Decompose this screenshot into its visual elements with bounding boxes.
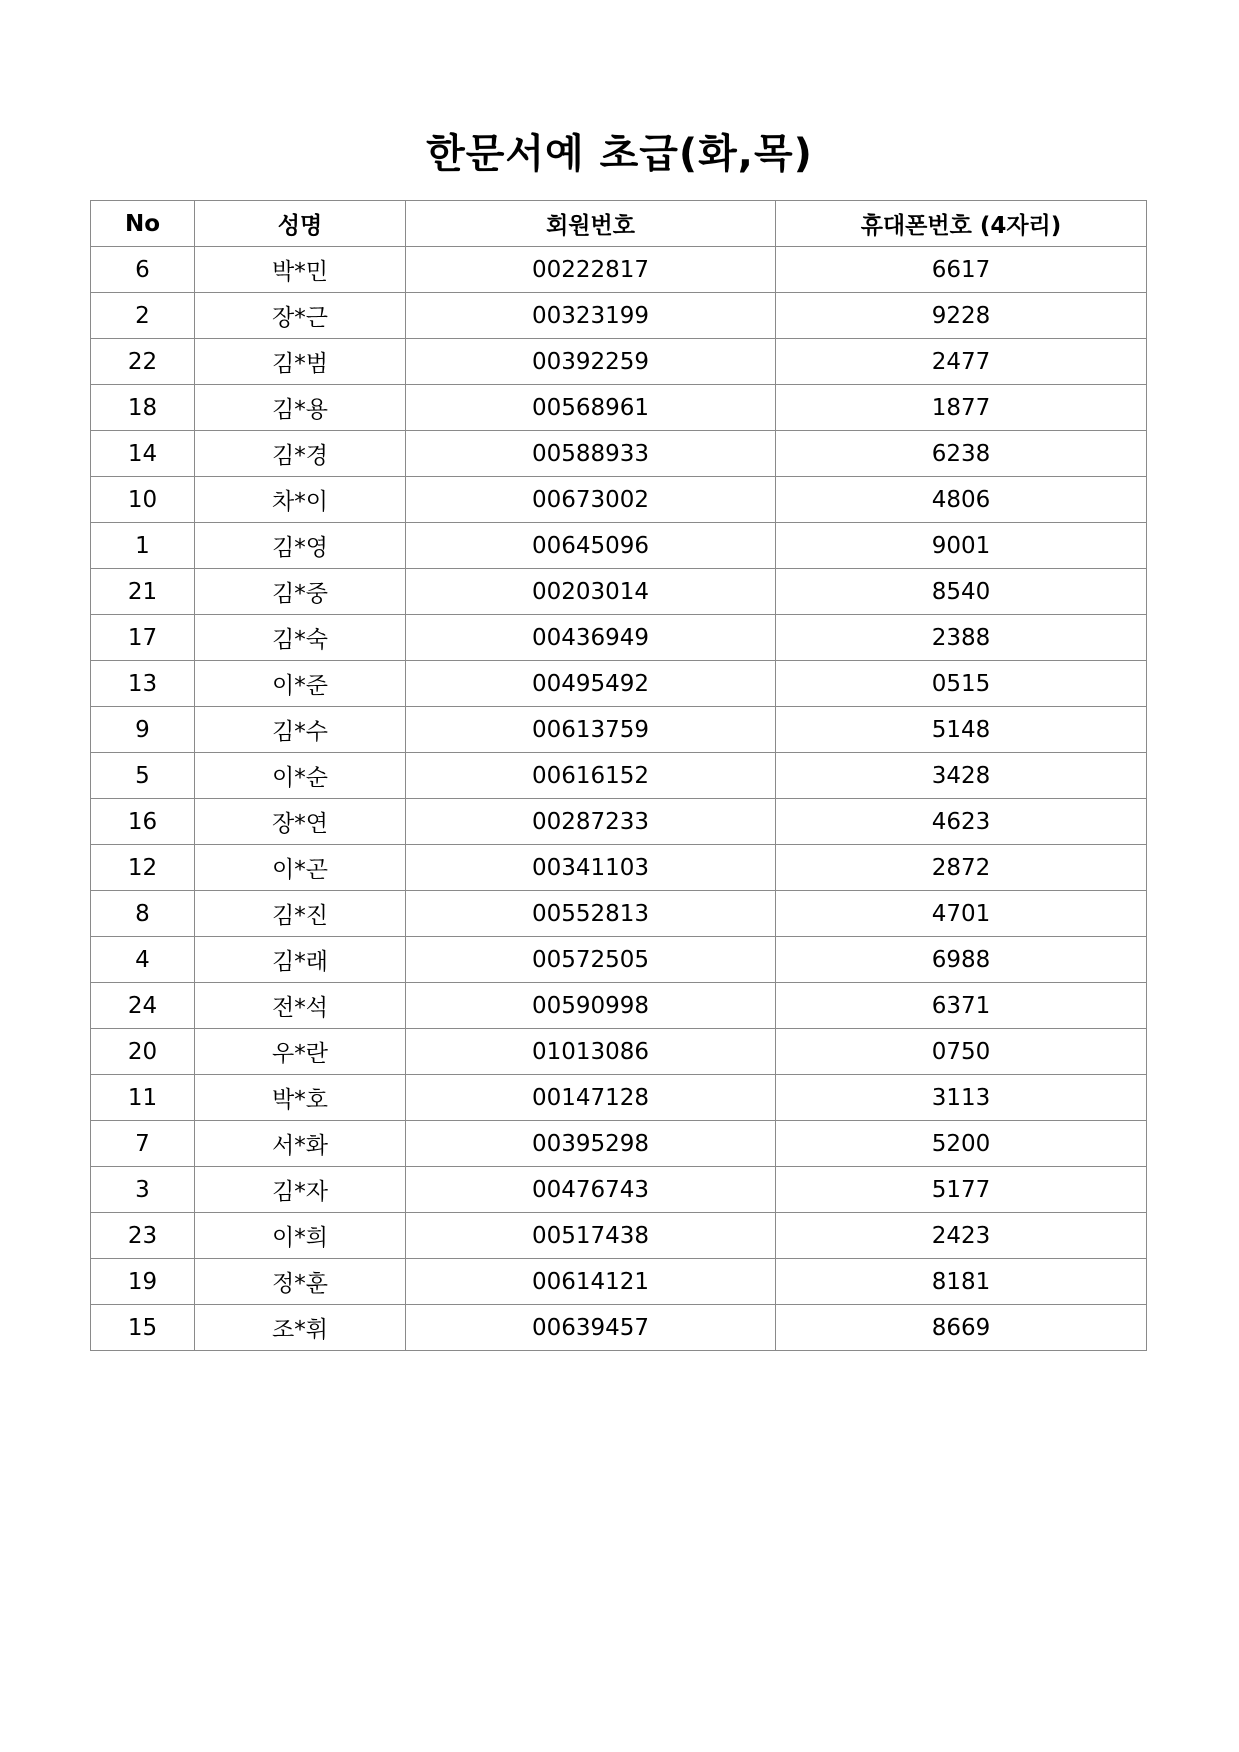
table-row <box>91 1167 1147 1213</box>
table-row <box>91 569 1147 615</box>
cell-name: 서*화 <box>195 1121 406 1167</box>
cell-phone: 8181 <box>776 1259 1147 1305</box>
cell-member-id: 00673002 <box>406 477 776 523</box>
table-row <box>91 339 1147 385</box>
cell-member-id: 00476743 <box>406 1167 776 1213</box>
cell-phone: 6371 <box>776 983 1147 1029</box>
cell-member-id: 00341103 <box>406 845 776 891</box>
cell-member-id: 00645096 <box>406 523 776 569</box>
cell-phone: 0750 <box>776 1029 1147 1075</box>
cell-name: 이*희 <box>195 1213 406 1259</box>
cell-phone: 3113 <box>776 1075 1147 1121</box>
cell-no: 12 <box>91 845 195 891</box>
cell-no: 1 <box>91 523 195 569</box>
table-row <box>91 247 1147 293</box>
cell-name: 정*훈 <box>195 1259 406 1305</box>
cell-phone: 5200 <box>776 1121 1147 1167</box>
cell-no: 20 <box>91 1029 195 1075</box>
cell-no: 15 <box>91 1305 195 1351</box>
cell-phone: 3428 <box>776 753 1147 799</box>
table-row <box>91 1305 1147 1351</box>
cell-member-id: 00616152 <box>406 753 776 799</box>
cell-name: 김*중 <box>195 569 406 615</box>
table-row <box>91 1121 1147 1167</box>
cell-name: 김*래 <box>195 937 406 983</box>
cell-member-id: 00147128 <box>406 1075 776 1121</box>
table-row <box>91 1029 1147 1075</box>
cell-phone: 2872 <box>776 845 1147 891</box>
cell-phone: 4701 <box>776 891 1147 937</box>
table-row <box>91 937 1147 983</box>
cell-name: 김*숙 <box>195 615 406 661</box>
cell-name: 장*연 <box>195 799 406 845</box>
cell-name: 이*곤 <box>195 845 406 891</box>
cell-phone: 5148 <box>776 707 1147 753</box>
cell-phone: 1877 <box>776 385 1147 431</box>
cell-member-id: 00613759 <box>406 707 776 753</box>
table-header <box>91 201 1147 247</box>
header-row <box>91 201 1147 247</box>
cell-no: 9 <box>91 707 195 753</box>
cell-name: 박*호 <box>195 1075 406 1121</box>
cell-name: 차*이 <box>195 477 406 523</box>
cell-no: 19 <box>91 1259 195 1305</box>
cell-name: 우*란 <box>195 1029 406 1075</box>
cell-member-id: 00287233 <box>406 799 776 845</box>
table-row <box>91 845 1147 891</box>
cell-phone: 4623 <box>776 799 1147 845</box>
cell-phone: 8669 <box>776 1305 1147 1351</box>
cell-phone: 4806 <box>776 477 1147 523</box>
cell-no: 7 <box>91 1121 195 1167</box>
table-row <box>91 661 1147 707</box>
cell-name: 박*민 <box>195 247 406 293</box>
cell-no: 8 <box>91 891 195 937</box>
cell-member-id: 00495492 <box>406 661 776 707</box>
cell-no: 24 <box>91 983 195 1029</box>
table-row <box>91 615 1147 661</box>
cell-phone: 6238 <box>776 431 1147 477</box>
cell-phone: 0515 <box>776 661 1147 707</box>
cell-member-id: 00590998 <box>406 983 776 1029</box>
table-row <box>91 523 1147 569</box>
cell-phone: 2423 <box>776 1213 1147 1259</box>
cell-no: 4 <box>91 937 195 983</box>
cell-no: 3 <box>91 1167 195 1213</box>
cell-phone: 2477 <box>776 339 1147 385</box>
cell-member-id: 01013086 <box>406 1029 776 1075</box>
cell-member-id: 00323199 <box>406 293 776 339</box>
table-row <box>91 891 1147 937</box>
cell-name: 조*휘 <box>195 1305 406 1351</box>
cell-name: 김*영 <box>195 523 406 569</box>
cell-no: 14 <box>91 431 195 477</box>
table-row <box>91 293 1147 339</box>
cell-phone: 8540 <box>776 569 1147 615</box>
cell-phone: 5177 <box>776 1167 1147 1213</box>
cell-name: 장*근 <box>195 293 406 339</box>
table-row <box>91 385 1147 431</box>
roster-table <box>90 200 1147 1351</box>
cell-name: 김*경 <box>195 431 406 477</box>
cell-phone: 6988 <box>776 937 1147 983</box>
table-row <box>91 1075 1147 1121</box>
table-row <box>91 753 1147 799</box>
cell-member-id: 00436949 <box>406 615 776 661</box>
header-phone: 휴대폰번호 (4자리) <box>776 201 1147 247</box>
header-no: No <box>91 201 195 247</box>
cell-member-id: 00392259 <box>406 339 776 385</box>
cell-no: 18 <box>91 385 195 431</box>
cell-member-id: 00614121 <box>406 1259 776 1305</box>
cell-member-id: 00203014 <box>406 569 776 615</box>
cell-phone: 2388 <box>776 615 1147 661</box>
cell-no: 21 <box>91 569 195 615</box>
cell-member-id: 00588933 <box>406 431 776 477</box>
cell-no: 11 <box>91 1075 195 1121</box>
cell-phone: 6617 <box>776 247 1147 293</box>
page-title: 한문서예 초급(화,목) <box>426 131 813 177</box>
cell-name: 이*준 <box>195 661 406 707</box>
cell-no: 23 <box>91 1213 195 1259</box>
table-row <box>91 1213 1147 1259</box>
cell-name: 김*용 <box>195 385 406 431</box>
cell-no: 16 <box>91 799 195 845</box>
cell-name: 김*범 <box>195 339 406 385</box>
header-member-id: 회원번호 <box>406 201 776 247</box>
cell-member-id: 00395298 <box>406 1121 776 1167</box>
header-name: 성명 <box>195 201 406 247</box>
cell-name: 김*진 <box>195 891 406 937</box>
cell-no: 5 <box>91 753 195 799</box>
cell-no: 2 <box>91 293 195 339</box>
table-row <box>91 477 1147 523</box>
cell-no: 13 <box>91 661 195 707</box>
cell-member-id: 00222817 <box>406 247 776 293</box>
cell-member-id: 00552813 <box>406 891 776 937</box>
cell-member-id: 00568961 <box>406 385 776 431</box>
table-row <box>91 707 1147 753</box>
cell-phone: 9001 <box>776 523 1147 569</box>
cell-no: 17 <box>91 615 195 661</box>
cell-member-id: 00572505 <box>406 937 776 983</box>
cell-member-id: 00517438 <box>406 1213 776 1259</box>
table-row <box>91 983 1147 1029</box>
cell-no: 6 <box>91 247 195 293</box>
cell-member-id: 00639457 <box>406 1305 776 1351</box>
cell-name: 김*수 <box>195 707 406 753</box>
table-row <box>91 431 1147 477</box>
cell-no: 10 <box>91 477 195 523</box>
cell-name: 이*순 <box>195 753 406 799</box>
cell-no: 22 <box>91 339 195 385</box>
table-row <box>91 1259 1147 1305</box>
table-row <box>91 799 1147 845</box>
cell-name: 전*석 <box>195 983 406 1029</box>
table-body <box>91 247 1147 1351</box>
cell-phone: 9228 <box>776 293 1147 339</box>
cell-name: 김*자 <box>195 1167 406 1213</box>
